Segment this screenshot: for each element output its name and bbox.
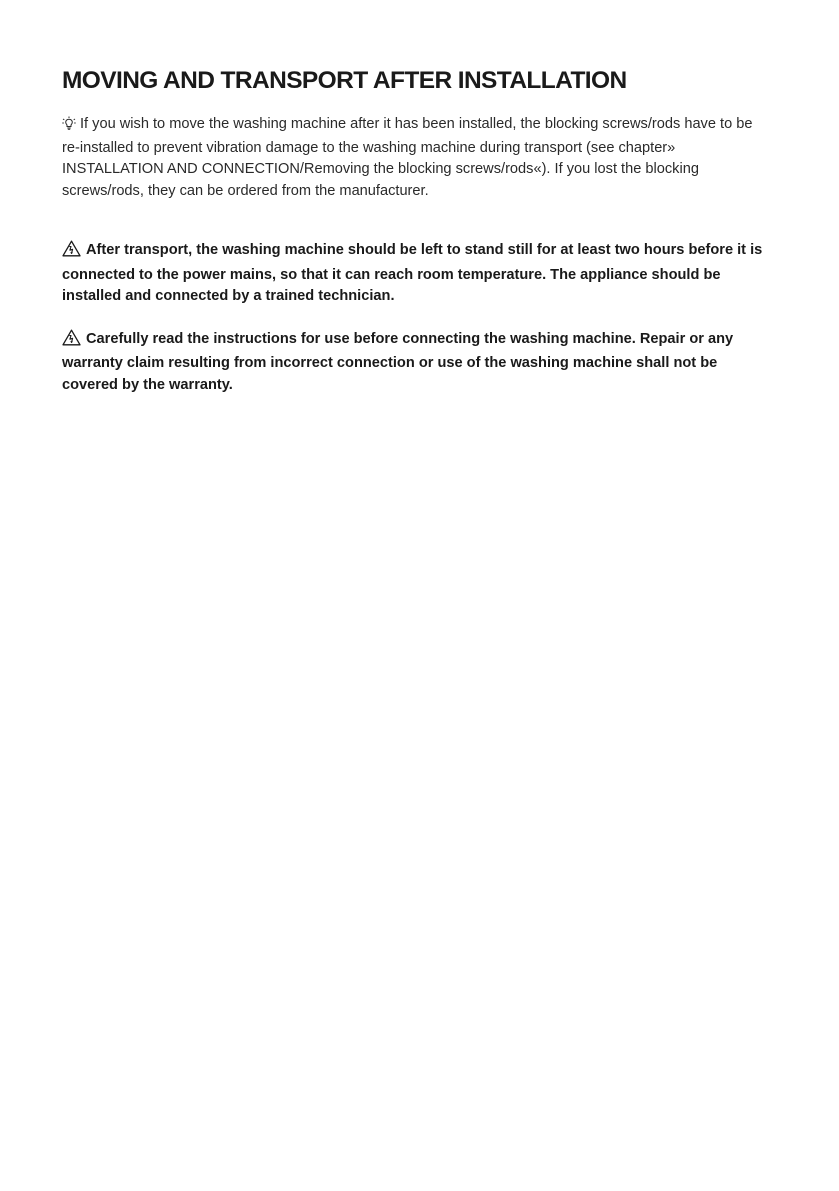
tip-paragraph bbox=[62, 114, 774, 202]
warning-paragraph bbox=[62, 240, 774, 308]
warning-paragraph bbox=[62, 329, 774, 397]
electrical-warning-icon bbox=[62, 329, 81, 354]
electrical-warning-icon bbox=[62, 240, 81, 265]
page-title: MOVING AND TRANSPORT AFTER INSTALLATION bbox=[62, 67, 627, 94]
warning-text: After transport, the washing machine should be left to stand still for at least two hours before it is connected to the power mains, so that it can reach room temperature. The appliance should be installed and connected by a trained technician. bbox=[62, 242, 763, 305]
lightbulb-icon bbox=[62, 116, 76, 138]
tip-text: If you wish to move the washing machine after it has been installed, the blocking screws/rods have to be re-installed to prevent vibration damage to the washing machine during transport (see chapter» INSTALLATION AND CONNECTION/Removing the blocking screws/rods«). If you lost the blocking screws/rods, they can be ordered from the manufacturer. bbox=[62, 116, 753, 199]
document-page bbox=[62, 66, 774, 396]
warning-text: Carefully read the instructions for use before connecting the washing machine. Repair or any warranty claim resulting from incorrect connection or use of the washing machine shall not be covered by the warranty. bbox=[62, 330, 734, 393]
